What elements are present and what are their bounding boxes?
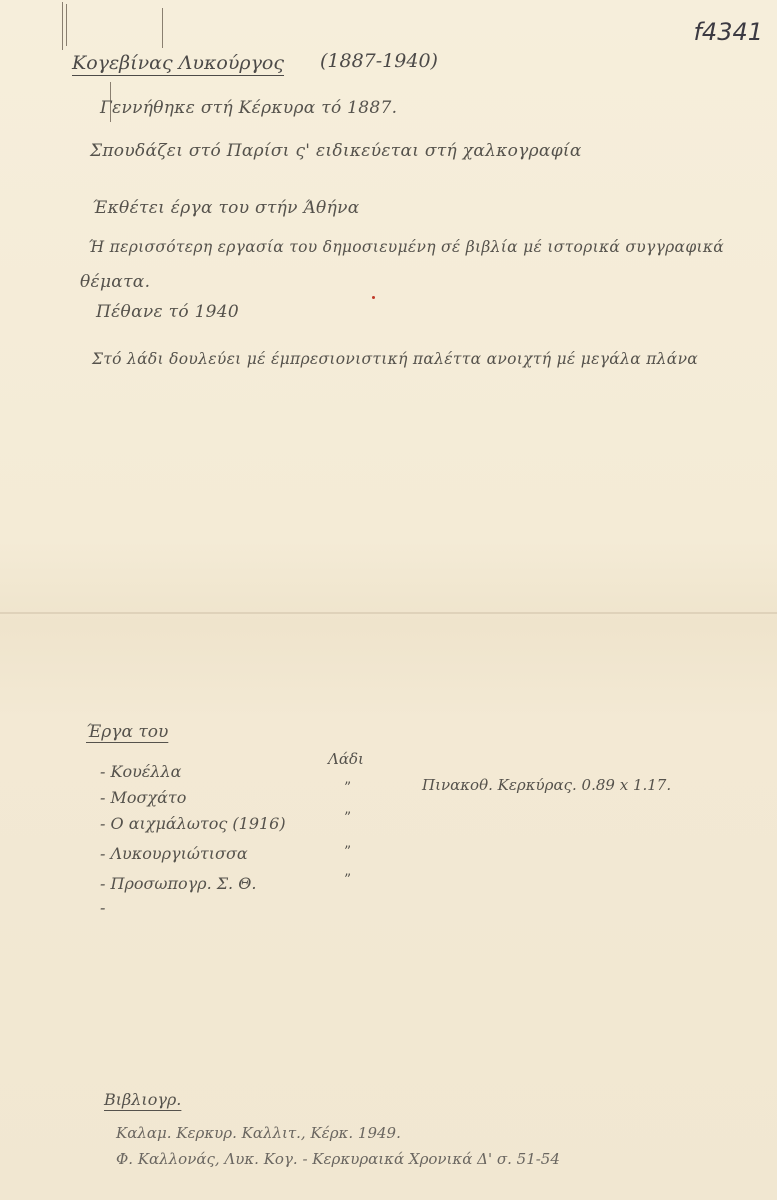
bio-line: θέματα. — [80, 272, 151, 292]
margin-tick — [62, 2, 63, 50]
ditto-mark: ” — [344, 780, 352, 796]
bio-line: Γεννήθηκε στή Κέρκυρα τό 1887. — [100, 98, 398, 118]
bio-line: Πέθανε τό 1940 — [96, 302, 240, 322]
work-item: - Ο αιχμάλωτος (1916) — [100, 814, 286, 833]
ditto-mark: ” — [344, 844, 352, 860]
ditto-mark: ” — [344, 810, 352, 826]
paper-fold-line — [0, 612, 777, 614]
margin-tick — [66, 4, 67, 46]
margin-tick — [162, 8, 163, 48]
works-heading: Έργα του — [86, 722, 169, 742]
ditto-mark: ” — [344, 872, 352, 888]
work-item: - Προσωπογρ. Σ. Θ. — [100, 874, 257, 893]
location-dimensions: Πινακοθ. Κερκύρας. 0.89 x 1.17. — [422, 776, 672, 794]
bio-line: Έκθέτει έργα του στήν Άθήνα — [92, 198, 360, 218]
red-ink-dot — [372, 296, 375, 299]
artist-name: Κογεβίνας Λυκούργος — [72, 52, 285, 74]
reference-number: f4341 — [693, 18, 763, 46]
medium-label: Λάδι — [328, 750, 364, 768]
bibliography-line: Φ. Καλλονάς, Λυκ. Κογ. - Κερκυραικά Χρονικά Δ' σ. 51-54 — [116, 1150, 560, 1168]
bio-line: Σπουδάζει στό Παρίσι ς' ειδικεύεται στή χαλκογραφία — [90, 141, 582, 161]
work-item: - Μοσχάτο — [100, 788, 187, 807]
bibliography-heading: Βιβλιογρ. — [104, 1090, 182, 1109]
work-item: - — [100, 898, 106, 917]
work-item: - Λυκουργιώτισσα — [100, 844, 248, 863]
work-item: - Κουέλλα — [100, 762, 182, 781]
artist-dates: (1887-1940) — [320, 50, 438, 72]
bio-line: Ή περισσότερη εργασία του δημοσιευμένη σέ βιβλία μέ ιστορικά συγγραφικά — [88, 238, 725, 256]
bibliography-line: Καλαμ. Κερκυρ. Καλλιτ., Κέρκ. 1949. — [116, 1124, 401, 1142]
bio-line: Στό λάδι δουλεύει μέ έμπρεσιονιστική παλέττα ανοιχτή μέ μεγάλα πλάνα — [92, 350, 699, 368]
